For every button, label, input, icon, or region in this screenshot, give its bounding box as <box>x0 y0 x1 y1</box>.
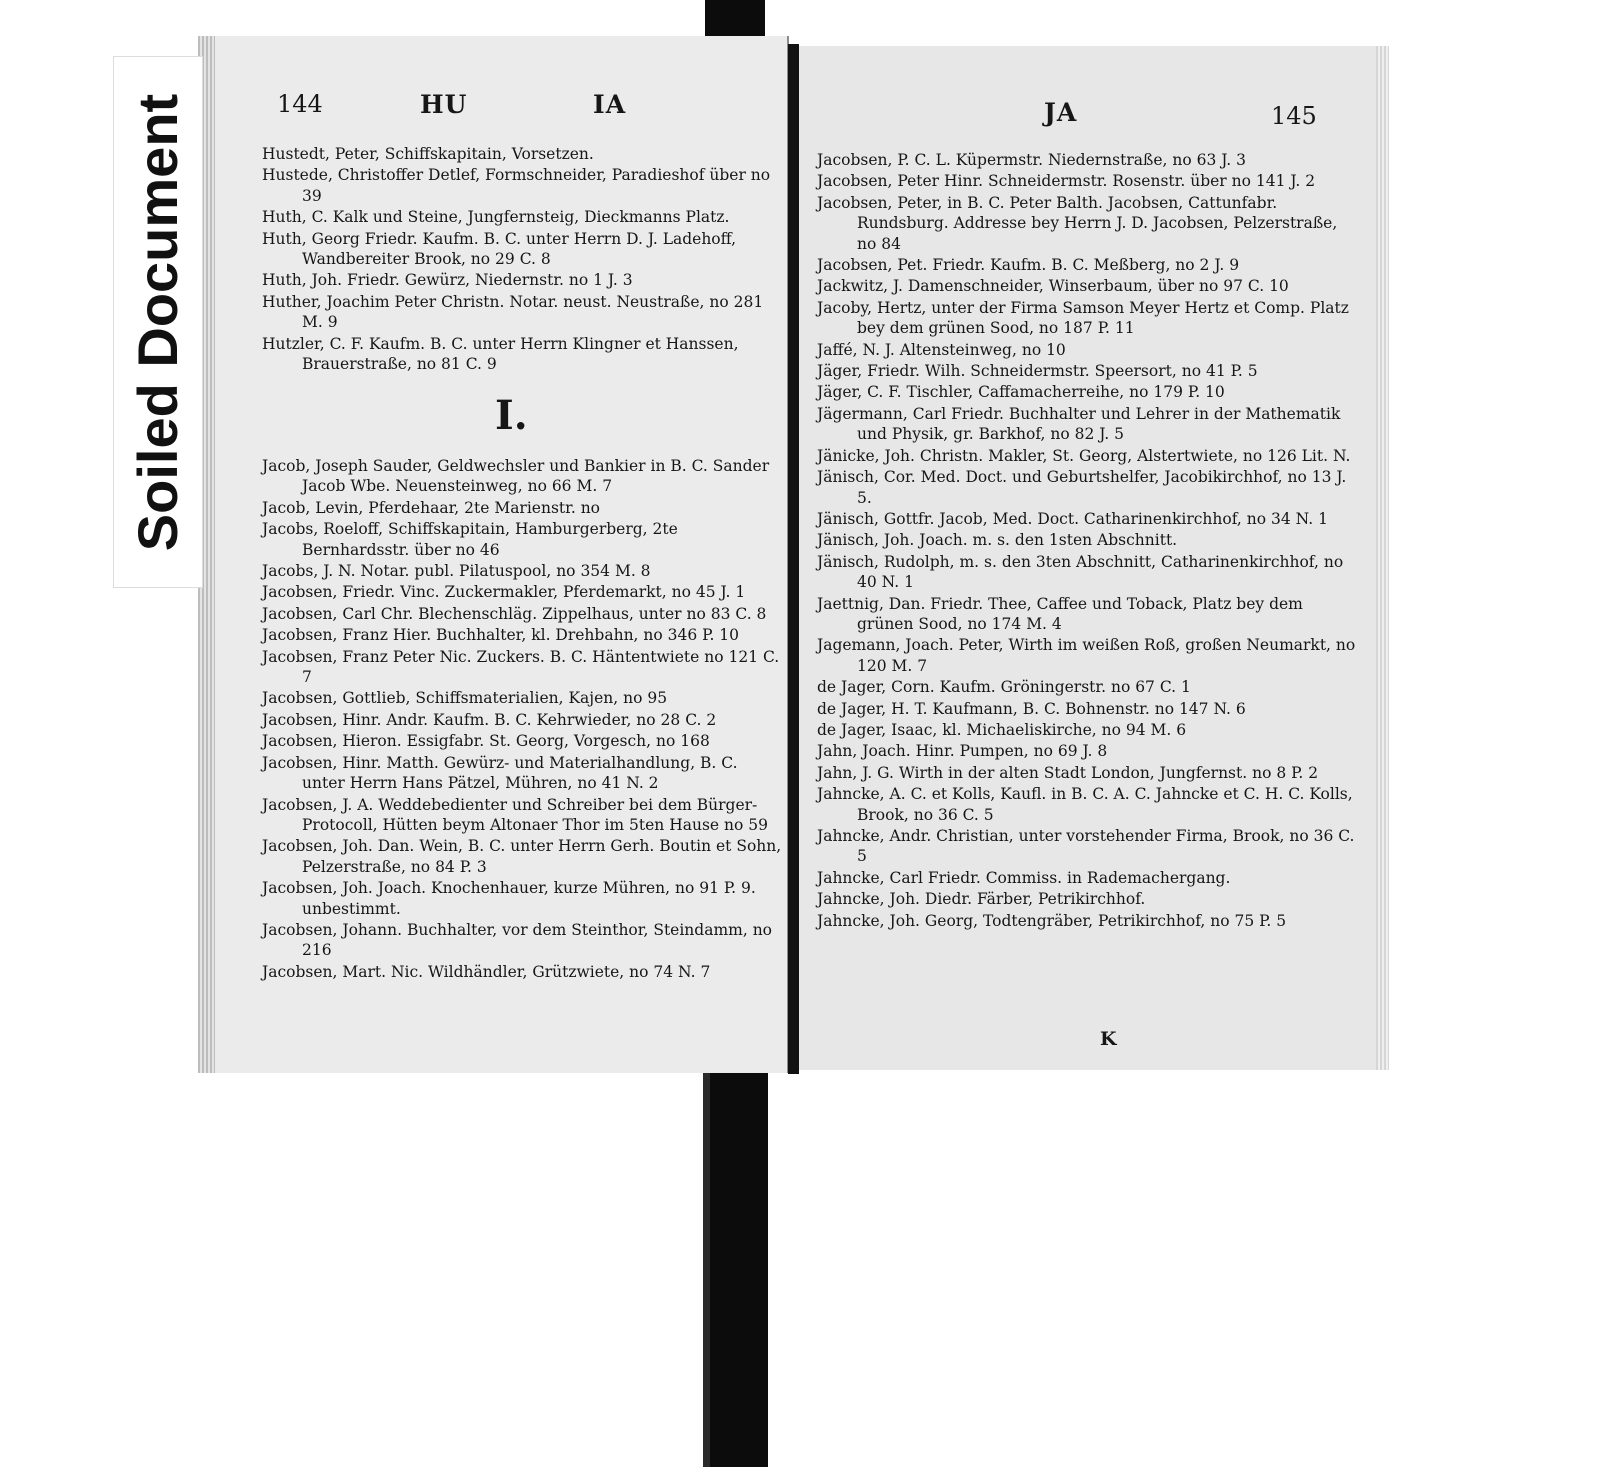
running-header-ja: JA <box>1044 98 1078 127</box>
directory-entry: Jacobsen, Carl Chr. Blechenschläg. Zippelhaus, unter no 83 C. 8 <box>262 604 767 623</box>
directory-entry: Jacobsen, Franz Hier. Buchhalter, kl. Drehbahn, no 346 P. 10 <box>262 626 740 645</box>
right-page <box>799 46 1376 1070</box>
directory-entry: Jänisch, Gottfr. Jacob, Med. Doct. Catharinenkirchhof, no 34 N. 1 <box>817 509 1328 528</box>
binding-strip-bottom <box>710 1070 768 1467</box>
directory-entry: Hustede, Christoffer Detlef, Formschneider, Paradieshof über no 39 <box>262 166 771 205</box>
directory-entry: Jänisch, Cor. Med. Doct. und Geburtshelfer, Jacobikirchhof, no 13 J. 5. <box>817 468 1347 507</box>
running-header-hu: HU <box>420 90 468 119</box>
running-header-ia: IA <box>593 90 627 119</box>
directory-entry: Jägermann, Carl Friedr. Buchhalter und Lehrer in der Mathematik und Physik, gr. Barkhof, no 82 J. 5 <box>817 404 1341 444</box>
directory-entry: Jäger, C. F. Tischler, Caffamacherreihe, no 179 P. 10 <box>817 383 1225 402</box>
directory-entry: Huth, Joh. Friedr. Gewürz, Niedernstr. no 1 J. 3 <box>262 271 633 290</box>
directory-entry: Jaettnig, Dan. Friedr. Thee, Caffee und Toback, Platz bey dem grünen Sood, no 174 M. 4 <box>817 594 1303 633</box>
directory-entry: de Jager, Isaac, kl. Michaeliskirche, no 94 M. 6 <box>817 720 1187 739</box>
directory-entry: Jahncke, Joh. Georg, Todtengräber, Petrikirchhof, no 75 P. 5 <box>817 911 1287 930</box>
directory-entry: Jacob, Joseph Sauder, Geldwechsler und Bankier in B. C. Sander Jacob Wbe. Neuensteinweg, no 66 M. 7 <box>262 457 770 496</box>
directory-entry: Jacobsen, Johann. Buchhalter, vor dem Steinthor, Steindamm, no 216 <box>262 920 773 960</box>
directory-entry: Jacobsen, Friedr. Vinc. Zuckermakler, Pferdemarkt, no 45 J. 1 <box>262 583 746 602</box>
directory-entry: Jacobsen, Hinr. Andr. Kaufm. B. C. Kehrwieder, no 28 C. 2 <box>262 710 717 729</box>
directory-entry: de Jager, Corn. Kaufm. Gröningerstr. no 67 C. 1 <box>817 678 1191 697</box>
directory-entry: Huther, Joachim Peter Christn. Notar. neust. Neustraße, no 281 M. 9 <box>262 292 764 332</box>
directory-entry: Jacobsen, Pet. Friedr. Kaufm. B. C. Meßberg, no 2 J. 9 <box>817 256 1240 275</box>
directory-entry: Jahncke, Joh. Diedr. Färber, Petrikirchhof. <box>817 890 1146 909</box>
entry-list-hu <box>262 144 782 375</box>
directory-entry: Hutzler, C. F. Kaufm. B. C. unter Herrn Klingner et Hanssen, Brauerstraße, no 81 C. 9 <box>262 334 739 374</box>
directory-entry: Huth, C. Kalk und Steine, Jungfernsteig, Dieckmanns Platz. <box>262 208 730 227</box>
directory-entry: de Jager, H. T. Kaufmann, B. C. Bohnenstr. no 147 N. 6 <box>817 699 1246 718</box>
book-gutter <box>788 44 799 1074</box>
directory-entry: Jahn, J. G. Wirth in der alten Stadt London, Jungfernst. no 8 P. 2 <box>817 763 1319 782</box>
page-number-right: 145 <box>1271 102 1317 130</box>
directory-entry: Jackwitz, J. Damenschneider, Winserbaum, über no 97 C. 10 <box>817 277 1289 296</box>
entry-list-i <box>262 456 782 983</box>
directory-entry: Jaffé, N. J. Altensteinweg, no 10 <box>817 340 1066 359</box>
page-stack-right-edge <box>1376 46 1389 1070</box>
directory-entry: Jacobsen, P. C. L. Küpermstr. Niedernstraße, no 63 J. 3 <box>817 151 1246 169</box>
directory-entry: Jacobsen, Gottlieb, Schiffsmaterialien, Kajen, no 95 <box>262 689 668 708</box>
directory-entry: Huth, Georg Friedr. Kaufm. B. C. unter Herrn D. J. Ladehoff, Wandbereiter Brook, no 29 C. 8 <box>262 229 737 269</box>
soiled-document-label <box>114 57 202 587</box>
directory-entry: Jänisch, Rudolph, m. s. den 3ten Abschnitt, Catharinenkirchhof, no 40 N. 1 <box>817 552 1344 592</box>
directory-entry: Jahncke, Carl Friedr. Commiss. in Rademachergang. <box>817 868 1231 887</box>
directory-entry: Jänicke, Joh. Christn. Makler, St. Georg, Alstertwiete, no 126 Lit. N. <box>817 446 1351 465</box>
directory-entry: Jacobsen, Franz Peter Nic. Zuckers. B. C. Häntentwiete no 121 C. 7 <box>262 647 780 687</box>
directory-entry: Jacob, Levin, Pferdehaar, 2te Marienstr. no <box>262 498 601 517</box>
page-number-left: 144 <box>277 90 323 118</box>
directory-entry: Jahn, Joach. Hinr. Pumpen, no 69 J. 8 <box>817 742 1108 761</box>
directory-entry: Jänisch, Joh. Joach. m. s. den 1sten Abschnitt. <box>817 531 1178 550</box>
directory-entry: Jäger, Friedr. Wilh. Schneidermstr. Speersort, no 41 P. 5 <box>817 362 1258 381</box>
directory-entry: Jacobsen, Mart. Nic. Wildhändler, Grützwiete, no 74 N. 7 <box>262 962 711 981</box>
directory-entry: Jacobsen, Hieron. Essigfabr. St. Georg, Vorgesch, no 168 <box>262 732 710 751</box>
catchword: K <box>1100 1028 1117 1050</box>
directory-entry: Jacobsen, J. A. Weddebedienter und Schreiber bei dem Bürger-Protocoll, Hütten beym Altonaer Thor im 5ten Hause no 59 <box>262 795 768 834</box>
directory-entry: Jacoby, Hertz, unter der Firma Samson Meyer Hertz et Comp. Platz bey dem grünen Sood, no 187 P. 11 <box>817 298 1349 338</box>
left-page <box>215 36 789 1073</box>
entry-list-ja <box>817 150 1357 932</box>
directory-entry: Jacobs, J. N. Notar. publ. Pilatuspool, no 354 M. 8 <box>262 562 651 581</box>
directory-entry: Jacobs, Roeloff, Schiffskapitain, Hamburgerberg, 2te Bernhardsstr. über no 46 <box>262 520 678 559</box>
directory-entry: Jacobsen, Joh. Dan. Wein, B. C. unter Herrn Gerh. Boutin et Sohn, Pelzerstraße, no 84 P. 3 <box>262 837 782 876</box>
directory-entry: Jacobsen, Peter, in B. C. Peter Balth. Jacobsen, Cattunfabr. Rundsburg. Addresse bey Herrn J. D. Jacobsen, Pelzerstraße, no 84 <box>817 193 1338 253</box>
directory-entry: Jahncke, Andr. Christian, unter vorstehender Firma, Brook, no 36 C. 5 <box>817 827 1355 866</box>
directory-entry: Jacobsen, Peter Hinr. Schneidermstr. Rosenstr. über no 141 J. 2 <box>817 172 1316 191</box>
directory-entry: Hustedt, Peter, Schiffskapitain, Vorsetzen. <box>262 145 594 163</box>
section-heading-i: I. <box>495 392 528 439</box>
directory-entry: Jacobsen, Hinr. Matth. Gewürz- und Materialhandlung, B. C. unter Herrn Hans Pätzel, Mühren, no 41 N. 2 <box>262 753 738 793</box>
directory-entry: Jahncke, A. C. et Kolls, Kaufl. in B. C. A. C. Jahncke et C. H. C. Kolls, Brook, no 36 C. 5 <box>817 785 1353 824</box>
directory-entry: Jagemann, Joach. Peter, Wirth im weißen Roß, großen Neumarkt, no 120 M. 7 <box>817 636 1356 675</box>
directory-entry: Jacobsen, Joh. Joach. Knochenhauer, kurze Mühren, no 91 P. 9. unbestimmt. <box>262 879 756 918</box>
soiled-document-text: Soiled Document <box>126 93 190 551</box>
